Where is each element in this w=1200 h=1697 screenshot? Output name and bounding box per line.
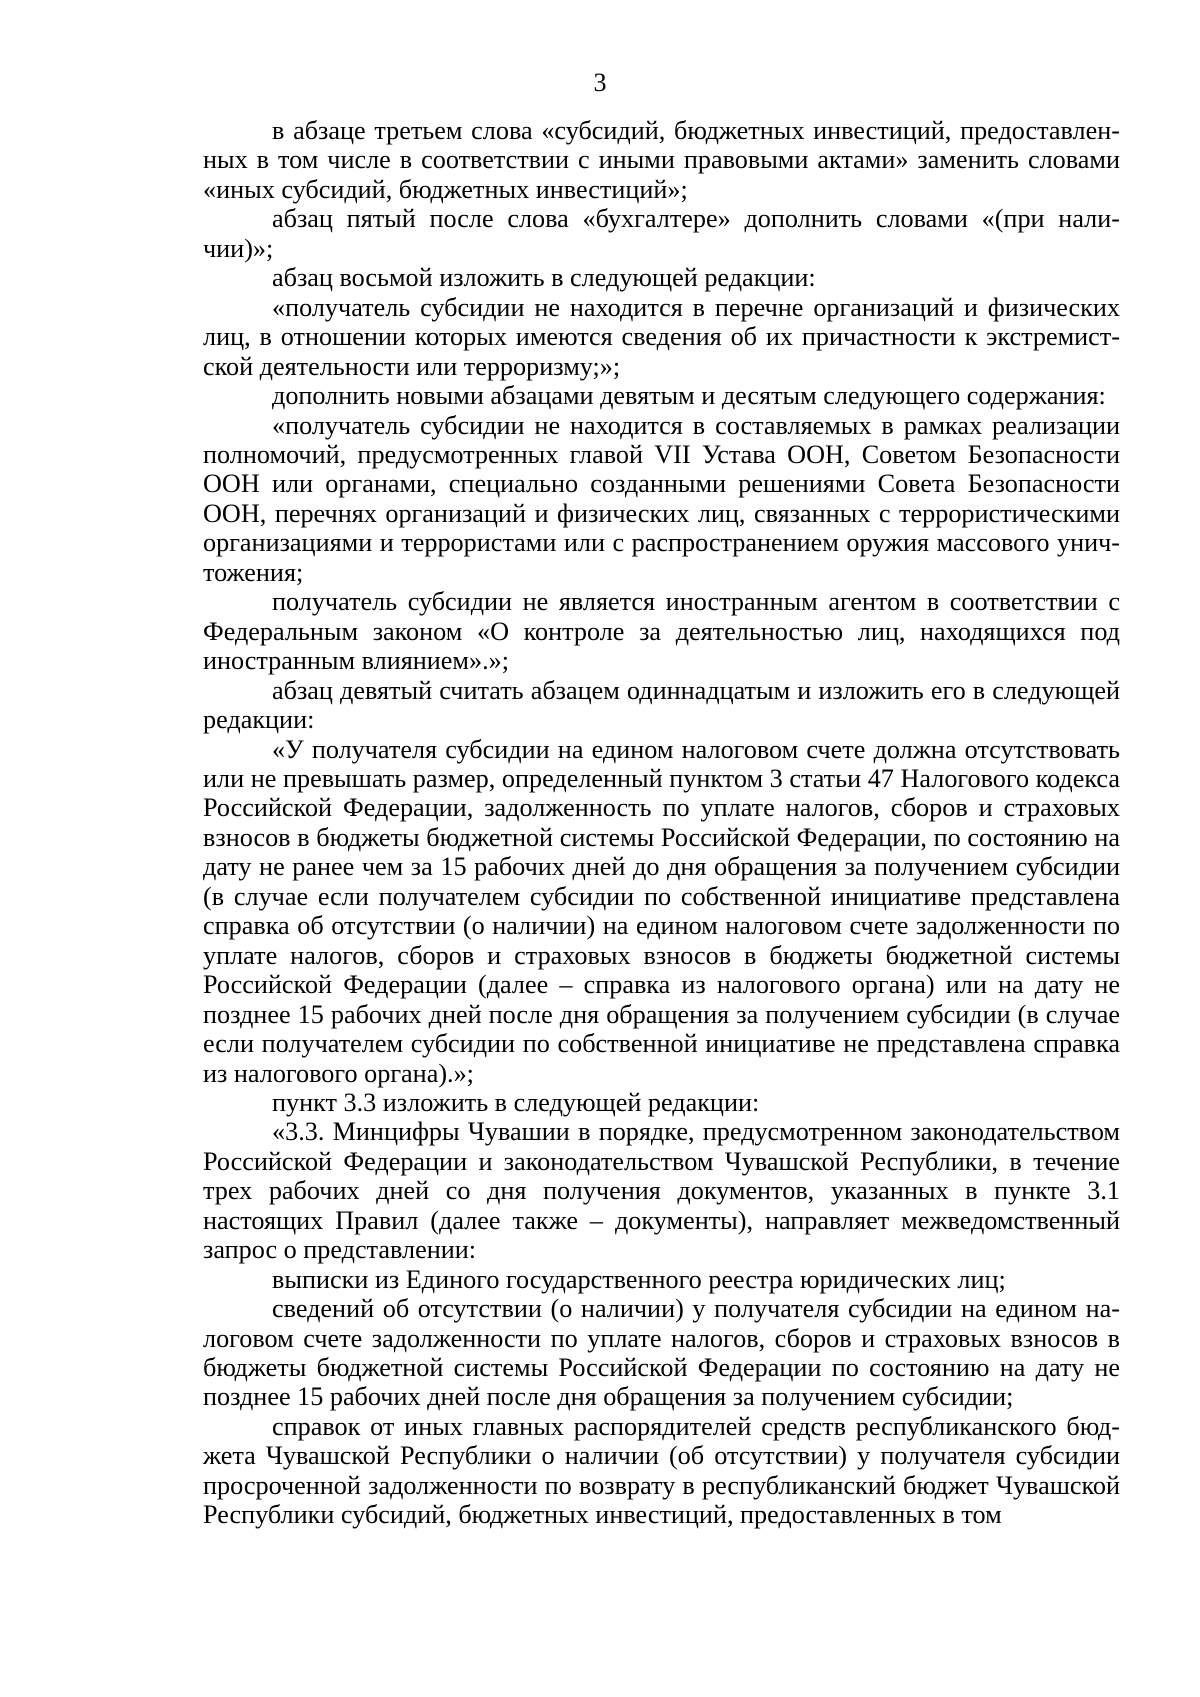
paragraph: пункт 3.3 изложить в следующей редакции: bbox=[272, 1087, 760, 1117]
paragraph: получатель субсидии не является иностранным агентом в соответствии с Федеральным законом «О контроле за деятельностью лиц, находящихся под иностранным влиянием».»; bbox=[203, 587, 1120, 676]
paragraph: выписки из Единого государственного реестра юридических лиц; bbox=[272, 1264, 1006, 1294]
paragraph: «У получателя субсидии на едином налоговом счете должна отсутствовать или не превышать размер, определенный пунктом 3 статьи 47 Налогового кодекса Российской Федерации, задолженность по уплате налогов, сборов и страховых взносов в бюджеты бюджетной системы Российской Федерации, по состоянию на дату не ранее чем за 15 рабочих дней до дня обращения за получением субсидии (в случае если получателем субсидии по собственной инициативе представлена справка об отсутствии (о наличии) на едином налоговом счете задолженности по уплате налогов, сборов и страховых взносов в бюджеты бюджетной системы Российской Федерации (далее – справка из налогового органа) или на дату не позднее 15 рабочих дней после дня обращения за получением субсидии (в случае если получателем субсидии по собственной инициативе не представлена справка из налогового органа).»; bbox=[203, 734, 1120, 1088]
paragraph: «получатель субсидии не находится в перечне организаций и физических лиц, в отношении которых имеются сведения об их причастности к экстремистской деятельности или терроризму;»; bbox=[203, 292, 1120, 381]
paragraph: в абзаце третьем слова «субсидий, бюджетных инвестиций, предоставленных в том числе в соответствии с иными правовыми актами» заменить словами «иных субсидий, бюджетных инвестиций»; bbox=[203, 116, 1120, 204]
paragraph: «получатель субсидии не находится в составляемых в рамках реализации полномочий, предусмотренных главой VII Устава ООН, Советом Безопасности ООН или органами, специально созданными решениями Совета Безопасности ООН, перечнях организаций и физических лиц, связанных с террористическими организациями и террористами или с распространением оружия массового уничтожения; bbox=[203, 410, 1120, 587]
paragraph: «3.3. Минцифры Чувашии в порядке, предусмотренном законодательством Российской Федерации и законодательством Чувашской Республики, в течение трех рабочих дней со дня получения документов, указанных в пункте 3.1 настоящих Правил (далее также – документы), направляет межведомственный запрос о представлении: bbox=[203, 1117, 1120, 1265]
paragraph: абзац девятый считать абзацем одиннадцатым и изложить его в следующей редакции: bbox=[203, 675, 1120, 735]
paragraph: дополнить новыми абзацами девятым и десятым следующего содержания: bbox=[272, 381, 1106, 411]
paragraph: абзац пятый после слова «бухгалтере» дополнить словами «(при наличии)»; bbox=[203, 204, 1120, 263]
document-body bbox=[203, 116, 1120, 1530]
paragraph: сведений об отсутствии (о наличии) у получателя субсидии на едином налоговом счете задолженности по уплате налогов, сборов и страховых взносов в бюджеты бюджетной системы Российской Федерации по состоянию на дату не позднее 15 рабочих дней после дня обращения за получением субсидии; bbox=[203, 1294, 1120, 1412]
page-number: 3 bbox=[593, 68, 607, 97]
paragraph: абзац восьмой изложить в следующей редакции: bbox=[272, 263, 816, 293]
paragraph: справок от иных главных распорядителей средств республиканского бюджета Чувашской Республики о наличии (об отсутствии) у получателя субсидии просроченной задолженности по возврату в республиканский бюджет Чувашской Республики субсидий, бюджетных инвестиций, предоставленных в том bbox=[203, 1411, 1120, 1530]
